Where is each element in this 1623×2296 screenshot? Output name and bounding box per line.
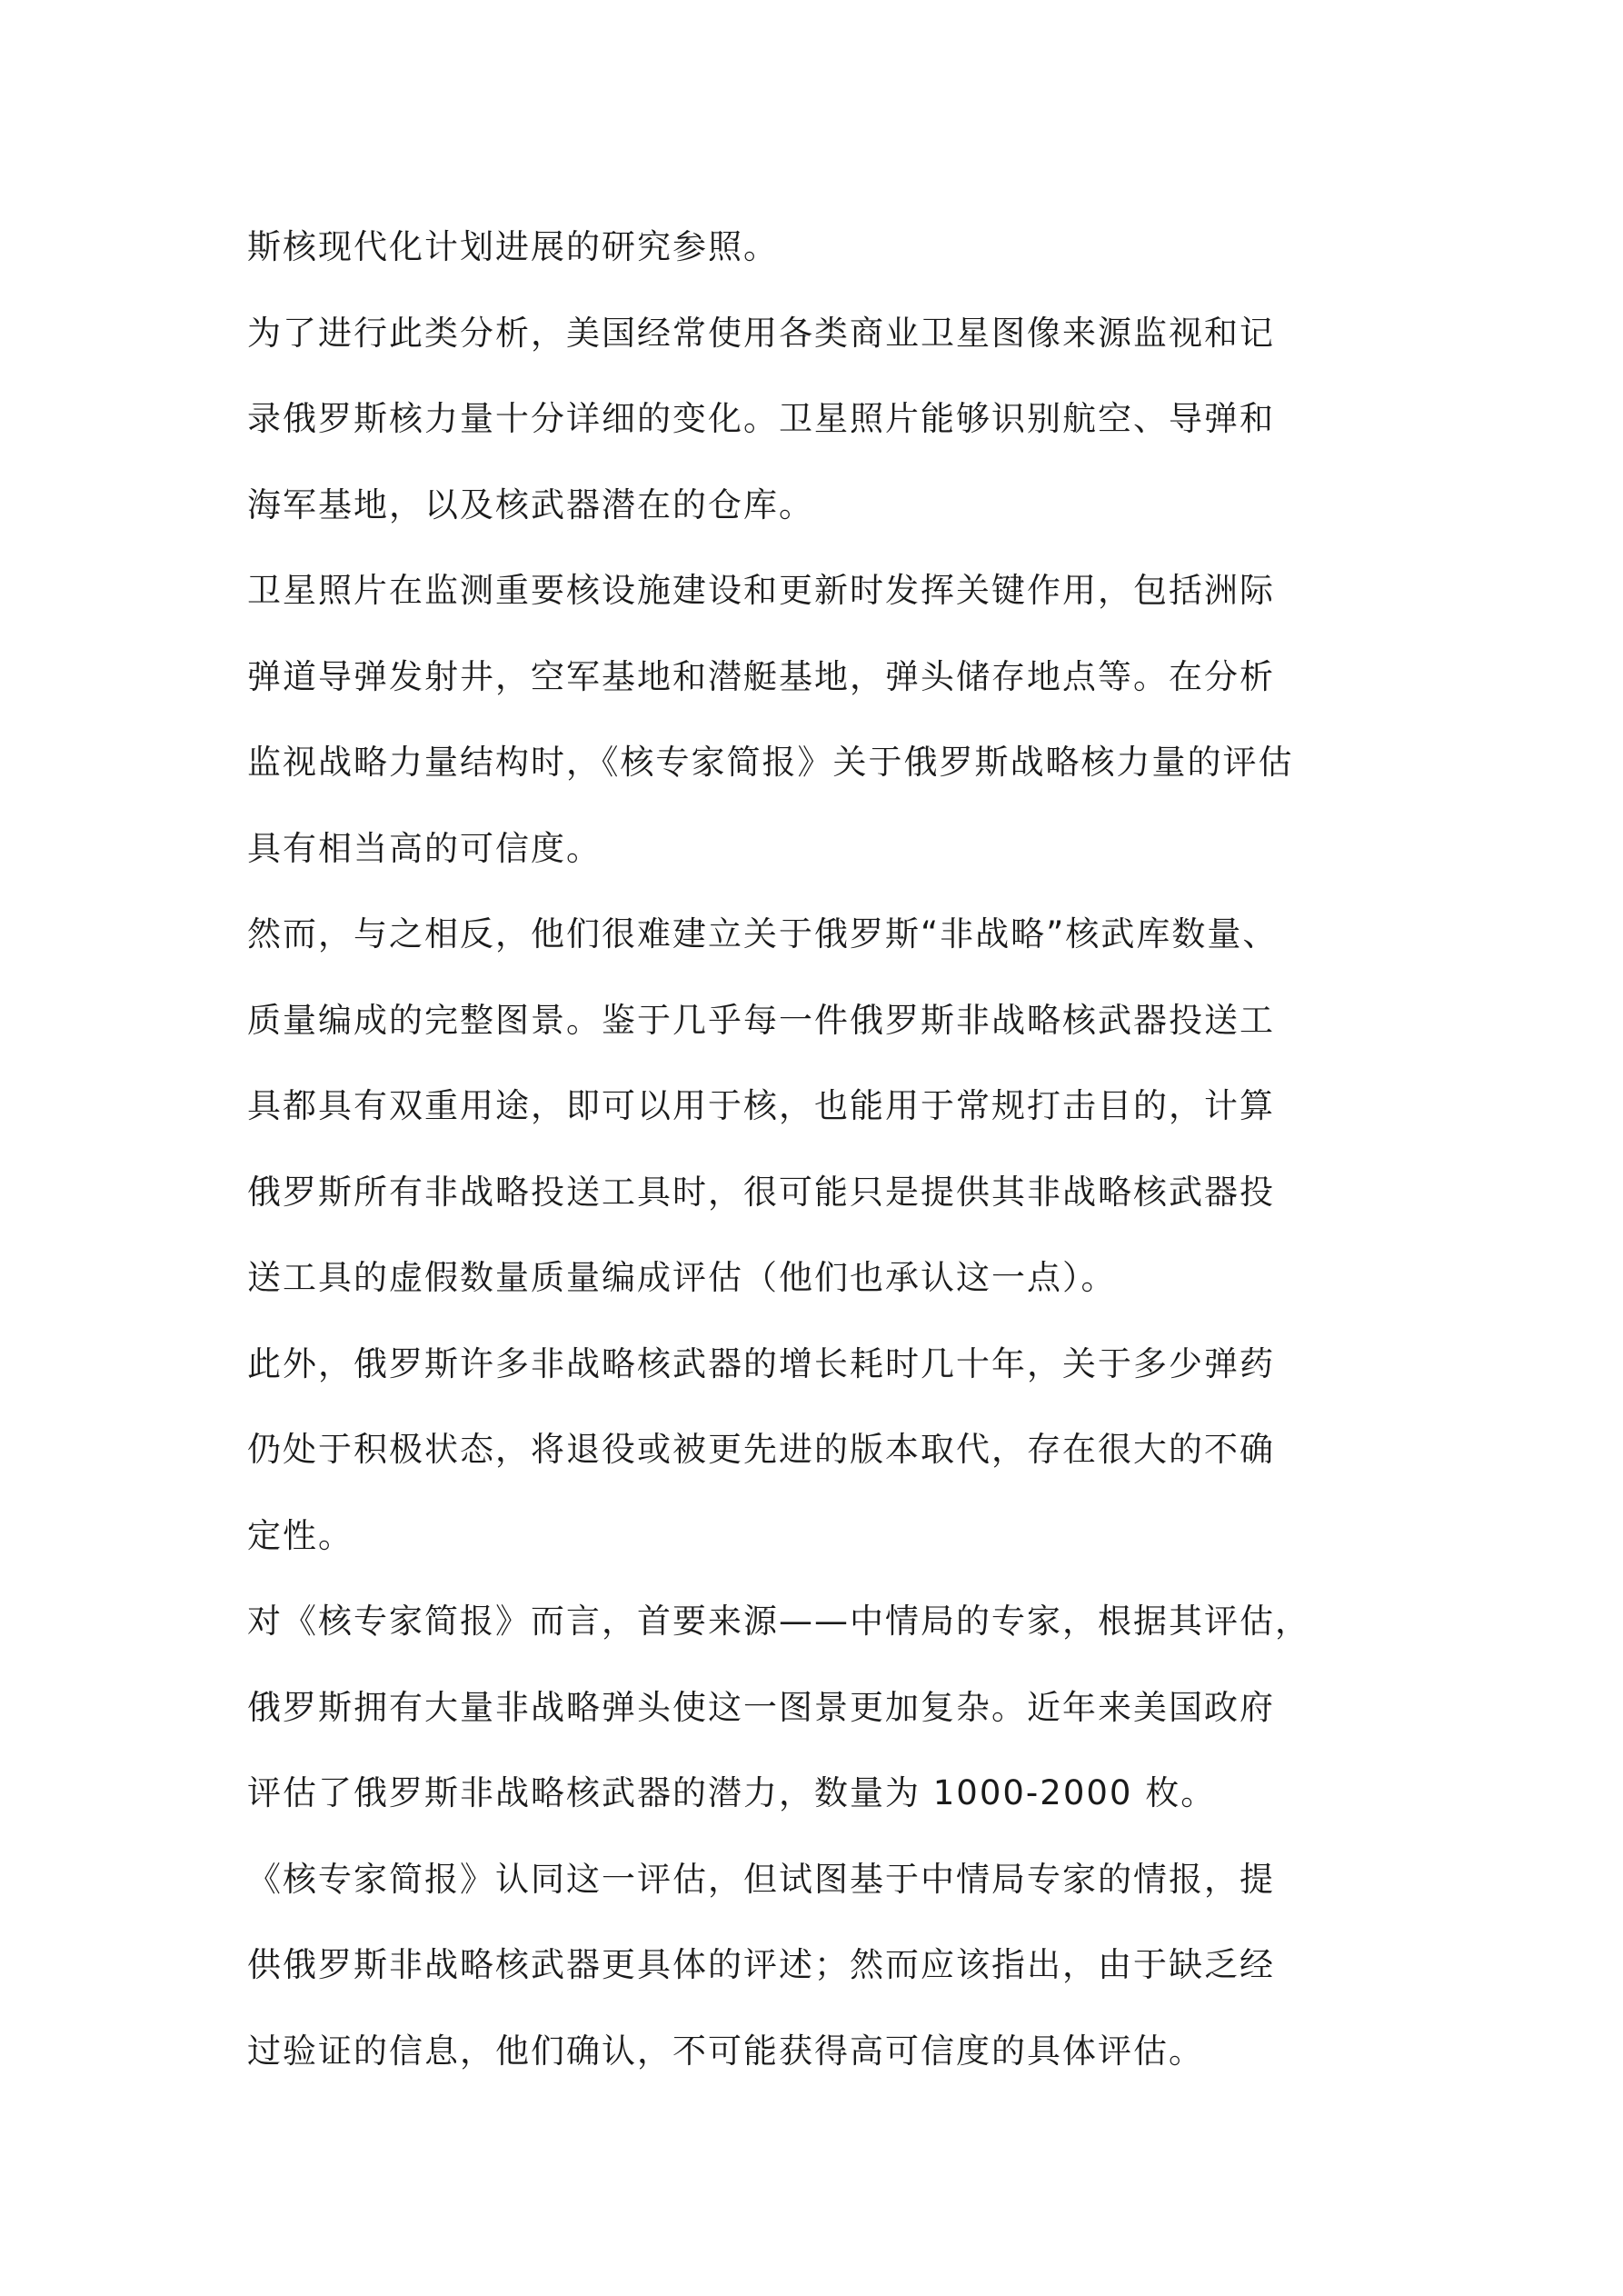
text-line: 录俄罗斯核力量十分详细的变化。卫星照片能够识别航空、导弹和 bbox=[247, 399, 1275, 438]
text-line: 监视战略力量结构时，《核专家简报》关于俄罗斯战略核力量的评估 bbox=[247, 743, 1294, 782]
text-line: 对《核专家简报》而言，首要来源——中情局的专家，根据其评估， bbox=[247, 1602, 1310, 1641]
text-line: 定性。 bbox=[247, 1515, 353, 1555]
text-line: 此外，俄罗斯许多非战略核武器的增长耗时几十年，关于多少弹药 bbox=[247, 1343, 1275, 1383]
text-line: 具有相当高的可信度。 bbox=[247, 828, 602, 868]
text-line: 过验证的信息，他们确认，不可能获得高可信度的具体评估。 bbox=[247, 2031, 1204, 2071]
text-line: 质量编成的完整图景。鉴于几乎每一件俄罗斯非战略核武器投送工 bbox=[247, 1000, 1275, 1040]
text-line: 供俄罗斯非战略核武器更具体的评述；然而应该指出，由于缺乏经 bbox=[247, 1945, 1275, 1984]
text-line: 《核专家简报》认同这一评估，但试图基于中情局专家的情报，提 bbox=[247, 1859, 1275, 1899]
text-line: 弹道导弹发射井，空军基地和潜艇基地，弹头储存地点等。在分析 bbox=[247, 656, 1275, 696]
text-line: 卫星照片在监测重要核设施建设和更新时发挥关键作用，包括洲际 bbox=[247, 571, 1275, 610]
document-body bbox=[247, 205, 1401, 2094]
text-line: 然而，与之相反，他们很难建立关于俄罗斯“非战略”核武库数量、 bbox=[247, 914, 1279, 953]
text-line: 海军基地，以及核武器潜在的仓库。 bbox=[247, 484, 814, 524]
text-line: 具都具有双重用途，即可以用于核，也能用于常规打击目的，计算 bbox=[247, 1086, 1275, 1125]
text-line: 俄罗斯所有非战略投送工具时，很可能只是提供其非战略核武器投 bbox=[247, 1172, 1275, 1212]
text-line: 送工具的虚假数量质量编成评估（他们也承认这一点）。 bbox=[247, 1258, 1117, 1297]
text-line: 为了进行此类分析，美国经常使用各类商业卫星图像来源监视和记 bbox=[247, 313, 1275, 353]
text-line: 俄罗斯拥有大量非战略弹头使这一图景更加复杂。近年来美国政府 bbox=[247, 1687, 1275, 1727]
text-line: 仍处于积极状态，将退役或被更先进的版本取代，存在很大的不确 bbox=[247, 1430, 1275, 1469]
text-line: 斯核现代化计划进展的研究参照。 bbox=[247, 227, 779, 266]
text-line: 评估了俄罗斯非战略核武器的潜力，数量为 1000-2000 枚。 bbox=[247, 1773, 1217, 1812]
